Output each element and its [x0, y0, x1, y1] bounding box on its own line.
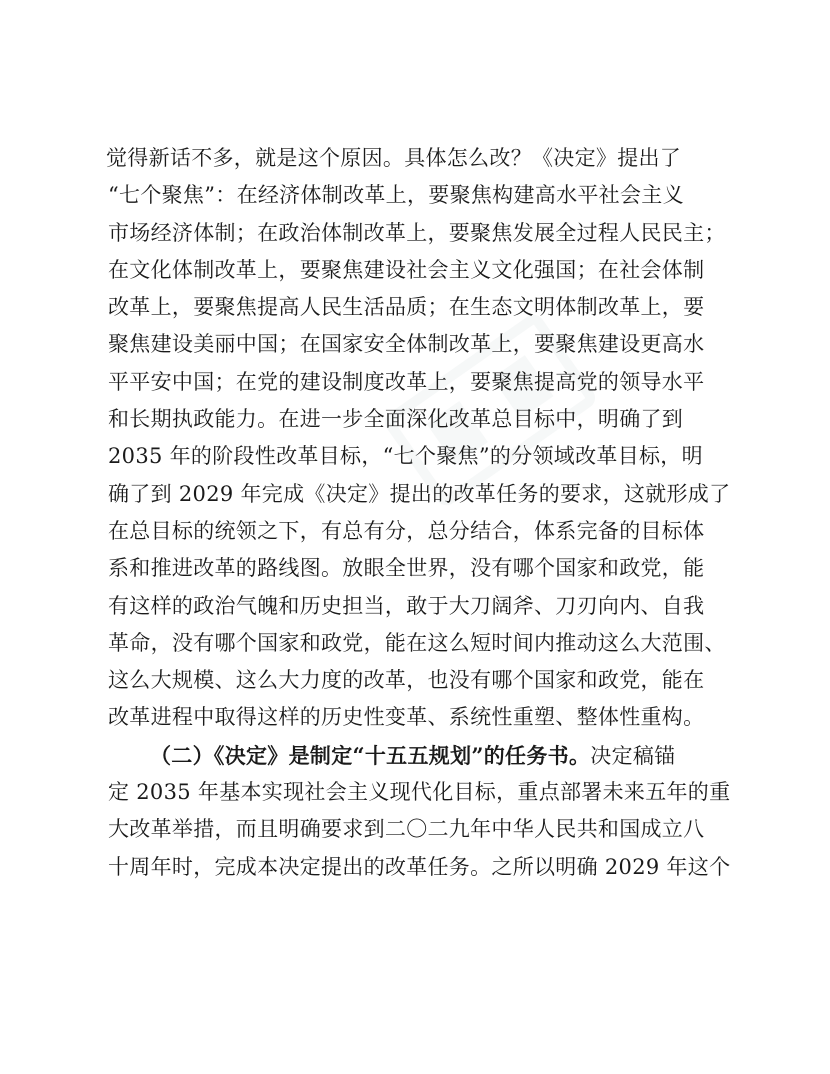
text-line: 和长期执政能力。在进一步全面深化改革总目标中，明确了到: [108, 407, 684, 432]
text-line: 市场经济体制；在政治体制改革上，要聚焦发展全过程人民民主；: [108, 220, 726, 245]
text-line: 系和推进改革的路线图。放眼全世界，没有哪个国家和政党，能: [108, 556, 705, 581]
text-line: 在文化体制改革上，要聚焦建设社会主义文化强国；在社会体制: [108, 257, 705, 282]
text-line: “七个聚焦”：在经济体制改革上，要聚焦构建高水平社会主义: [108, 183, 684, 208]
text-line: 改革上，要聚焦提高人民生活品质；在生态文明体制改革上，要: [108, 295, 705, 320]
text-line: 这么大规模、这么大力度的改革，也没有哪个国家和政党，能在: [108, 668, 705, 693]
text-line: 有这样的政治气魄和历史担当，敢于大刀阔斧、刀刃向内、自我: [108, 593, 705, 618]
text-line: 在总目标的统领之下，有总有分，总分结合，体系完备的目标体: [108, 518, 705, 543]
text-line: 确了到 2029 年完成《决定》提出的改革任务的要求，这就形成了: [108, 481, 731, 506]
text-line: 2035 年的阶段性改革目标，“七个聚焦”的分领域改革目标，明: [108, 444, 703, 469]
text-line: 平平安中国；在党的建设制度改革上，要聚焦提高党的领导水平: [108, 369, 705, 394]
heading-line-rest: 决定稿锚: [590, 743, 676, 768]
text-line: 觉得新话不多，就是这个原因。具体怎么改？《决定》提出了: [106, 146, 682, 170]
text-line: 改革进程中取得这样的历史性变革、系统性重塑、整体性重构。: [108, 705, 705, 730]
body-text: [106, 140, 731, 886]
paragraph-2-first-line: [108, 737, 728, 774]
section-heading: （二）《决定》是制定“十五五规划”的任务书。: [150, 742, 591, 768]
text-line: 十周年时，完成本决定提出的改革任务。之所以明确 2029 年这个: [108, 854, 731, 879]
text-line: 革命，没有哪个国家和政党，能在这么短时间内推动这么大范围、: [108, 630, 726, 655]
text-line: 聚焦建设美丽中国；在国家安全体制改革上，要聚焦建设更高水: [108, 332, 705, 357]
text-line: 定 2035 年基本实现社会主义现代化目标，重点部署未来五年的重: [108, 780, 731, 805]
text-line: 大改革举措，而且明确要求到二〇二九年中华人民共和国成立八: [108, 817, 705, 842]
